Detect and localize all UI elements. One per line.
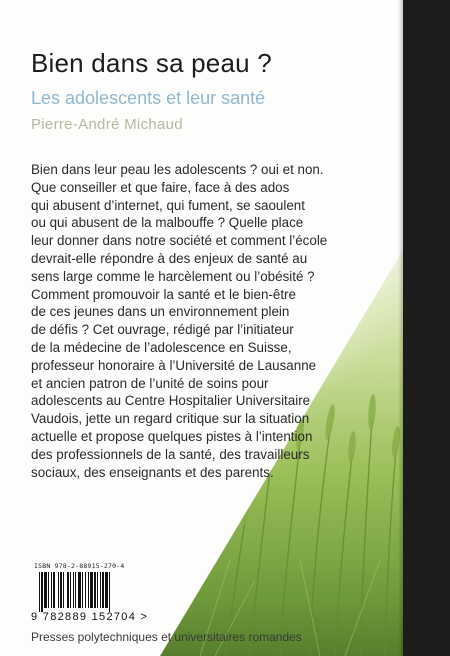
description-line: Que conseiller et que faire, face à des ados — [31, 179, 290, 195]
description-line: sociaux, des enseignants et des parents. — [31, 464, 274, 480]
description-line: adolescents au Centre Hospitalier Universitaire — [31, 393, 311, 409]
description-line: qui abusent d’internet, qui fument, se saoulent — [31, 197, 305, 213]
barcode-block — [31, 562, 231, 624]
isbn-label: ISBN 978-2-88915-270-4 — [34, 562, 125, 570]
book-description — [31, 161, 331, 481]
description-line: devrait-elle répondre à des enjeux de santé au — [31, 250, 308, 266]
author-name: Pierre-André Michaud — [31, 116, 183, 133]
barcode-number: 9 782889 152704 > — [31, 611, 149, 623]
book-spine — [403, 0, 450, 656]
book-title: Bien dans sa peau ? — [31, 48, 272, 78]
description-line: de la médecine de l’adolescence en Suisse, — [31, 339, 292, 355]
description-line: ou qui abusent de la malbouffe ? Quelle place — [31, 215, 304, 231]
description-line: de ces jeunes dans un environnement plein — [31, 304, 290, 320]
description-line: professeur honoraire à l’Université de Lausanne — [31, 357, 317, 373]
description-line: Comment promouvoir la santé et le bien-être — [31, 286, 296, 302]
description-line: Bien dans leur peau les adolescents ? oui et non. — [31, 162, 324, 177]
barcode-icon — [39, 572, 139, 612]
description-line: leur donner dans notre société et comment l’école — [31, 233, 328, 249]
book-subtitle: Les adolescents et leur santé — [31, 88, 266, 108]
description-line: Vaudois, jette un regard critique sur la situation — [31, 411, 310, 427]
publisher-name: Presses polytechniques et universitaires romandes — [31, 630, 302, 644]
description-line: de défis ? Cet ouvrage, rédigé par l’initiateur — [31, 322, 294, 338]
description-line: des professionnels de la santé, des travailleurs — [31, 446, 310, 462]
description-line: et ancien patron de l’unité de soins pour — [31, 375, 269, 391]
description-line: sens large comme le harcèlement ou l’obésité ? — [31, 268, 315, 284]
description-line: actuelle et propose quelques pistes à l’intention — [31, 428, 313, 444]
